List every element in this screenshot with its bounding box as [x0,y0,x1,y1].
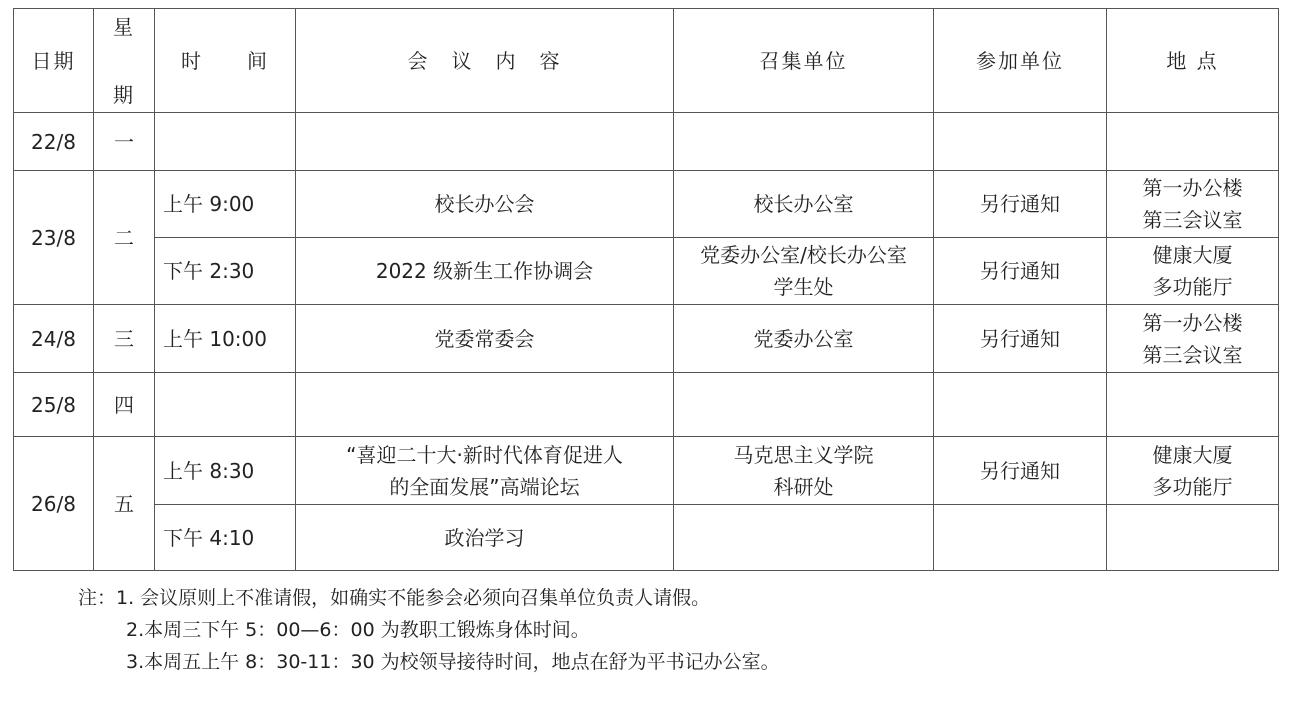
convener-cell: 马克思主义学院 科研处 [674,437,934,505]
weekday-cell: 二 [94,171,155,305]
participants-cell: 另行通知 [934,171,1107,238]
weekday-cell: 五 [94,437,155,571]
date-cell: 22/8 [14,113,94,171]
time-cell: 上午 8:30 [155,437,296,505]
time-cell: 上午 9:00 [155,171,296,238]
note-2: 2.本周三下午 5：00—6：00 为教职工锻炼身体时间。 [126,619,590,641]
header-date: 日期 [14,9,94,113]
content-cell: 政治学习 [296,505,674,571]
notes-section [78,582,780,678]
table-row [14,238,1279,305]
location-cell: 健康大厦 多功能厅 [1107,238,1279,305]
header-weekday: 星 期 [94,9,155,113]
participants-cell [934,373,1107,437]
convener-cell: 校长办公室 [674,171,934,238]
date-cell: 24/8 [14,305,94,373]
convener-cell [674,505,934,571]
note-1: 注：1. 会议原则上不准请假，如确实不能参会必须向召集单位负责人请假。 [78,587,711,609]
convener-cell [674,113,934,171]
table-row [14,171,1279,238]
note-3: 3.本周五上午 8：30-11：30 为校领导接待时间，地点在舒为平书记办公室。 [126,651,780,673]
participants-cell: 另行通知 [934,238,1107,305]
meeting-schedule-table [13,8,1279,571]
header-time: 时 间 [155,9,296,113]
header-convener: 召集单位 [674,9,934,113]
date-cell: 23/8 [14,171,94,305]
convener-cell [674,373,934,437]
participants-cell: 另行通知 [934,305,1107,373]
location-cell [1107,113,1279,171]
table-row [14,373,1279,437]
weekday-cell: 一 [94,113,155,171]
weekday-cell: 三 [94,305,155,373]
table-row [14,305,1279,373]
header-location: 地 点 [1107,9,1279,113]
content-cell [296,373,674,437]
time-cell: 下午 2:30 [155,238,296,305]
table-row [14,437,1279,505]
content-cell: 2022 级新生工作协调会 [296,238,674,305]
convener-cell: 党委办公室 [674,305,934,373]
table-row [14,113,1279,171]
header-content: 会 议 内 容 [296,9,674,113]
time-cell [155,113,296,171]
location-cell: 第一办公楼 第三会议室 [1107,171,1279,238]
header-row [14,9,1279,113]
header-participants: 参加单位 [934,9,1107,113]
date-cell: 25/8 [14,373,94,437]
content-cell: 校长办公会 [296,171,674,238]
location-cell [1107,505,1279,571]
participants-cell: 另行通知 [934,437,1107,505]
time-cell [155,373,296,437]
weekday-cell: 四 [94,373,155,437]
participants-cell [934,505,1107,571]
location-cell [1107,373,1279,437]
location-cell: 健康大厦 多功能厅 [1107,437,1279,505]
convener-cell: 党委办公室/校长办公室 学生处 [674,238,934,305]
table-row [14,505,1279,571]
time-cell: 上午 10:00 [155,305,296,373]
time-cell: 下午 4:10 [155,505,296,571]
content-cell: 党委常委会 [296,305,674,373]
content-cell: “喜迎二十大·新时代体育促进人 的全面发展”高端论坛 [296,437,674,505]
content-cell [296,113,674,171]
location-cell: 第一办公楼 第三会议室 [1107,305,1279,373]
date-cell: 26/8 [14,437,94,571]
participants-cell [934,113,1107,171]
